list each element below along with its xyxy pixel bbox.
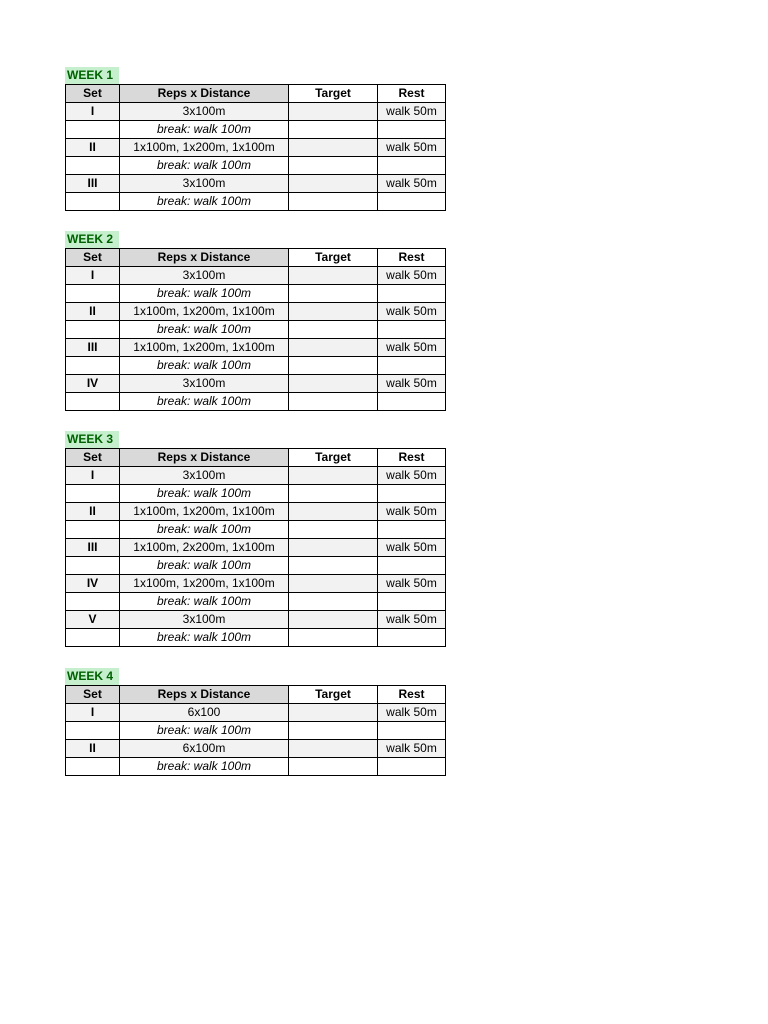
set-row	[66, 175, 446, 193]
rest-cell: walk 50m	[378, 175, 446, 193]
set-row	[66, 339, 446, 357]
set-cell	[66, 557, 120, 575]
set-cell	[66, 285, 120, 303]
rest-cell: walk 50m	[378, 339, 446, 357]
target-cell	[289, 321, 378, 339]
set-cell: I	[66, 267, 120, 285]
rest-cell	[378, 193, 446, 211]
rest-cell	[378, 557, 446, 575]
set-cell	[66, 521, 120, 539]
target-cell	[289, 103, 378, 121]
target-cell	[289, 740, 378, 758]
set-row	[66, 267, 446, 285]
target-cell	[289, 393, 378, 411]
target-cell	[289, 485, 378, 503]
rest-cell: walk 50m	[378, 611, 446, 629]
rest-cell: walk 50m	[378, 467, 446, 485]
target-cell	[289, 593, 378, 611]
set-row	[66, 575, 446, 593]
distance-cell: 3x100m	[120, 375, 289, 393]
set-cell	[66, 593, 120, 611]
distance-cell: break: walk 100m	[120, 121, 289, 139]
set-cell	[66, 722, 120, 740]
distance-cell: 1x100m, 1x200m, 1x100m	[120, 139, 289, 157]
header-row	[66, 686, 446, 704]
set-cell	[66, 321, 120, 339]
break-row	[66, 321, 446, 339]
header-set: Set	[66, 249, 120, 267]
week-table	[65, 448, 446, 647]
set-cell: III	[66, 539, 120, 557]
target-cell	[289, 611, 378, 629]
distance-cell: 1x100m, 1x200m, 1x100m	[120, 303, 289, 321]
distance-cell: break: walk 100m	[120, 193, 289, 211]
distance-cell: 3x100m	[120, 103, 289, 121]
week-label: WEEK 2	[65, 231, 119, 248]
break-row	[66, 121, 446, 139]
target-cell	[289, 357, 378, 375]
distance-cell: break: walk 100m	[120, 357, 289, 375]
target-cell	[289, 139, 378, 157]
target-cell	[289, 303, 378, 321]
header-rest: Rest	[378, 249, 446, 267]
header-distance: Reps x Distance	[120, 85, 289, 103]
distance-cell: break: walk 100m	[120, 557, 289, 575]
distance-cell: 3x100m	[120, 467, 289, 485]
week-block	[65, 667, 445, 776]
target-cell	[289, 521, 378, 539]
target-cell	[289, 539, 378, 557]
distance-cell: 3x100m	[120, 175, 289, 193]
header-rest: Rest	[378, 449, 446, 467]
target-cell	[289, 722, 378, 740]
set-row	[66, 704, 446, 722]
week-table	[65, 248, 446, 411]
rest-cell	[378, 285, 446, 303]
break-row	[66, 157, 446, 175]
set-cell: II	[66, 139, 120, 157]
rest-cell	[378, 485, 446, 503]
set-row	[66, 467, 446, 485]
header-rest: Rest	[378, 85, 446, 103]
header-row	[66, 249, 446, 267]
distance-cell: 3x100m	[120, 267, 289, 285]
target-cell	[289, 575, 378, 593]
distance-cell: break: walk 100m	[120, 629, 289, 647]
header-target: Target	[289, 449, 378, 467]
rest-cell: walk 50m	[378, 575, 446, 593]
set-cell: II	[66, 303, 120, 321]
header-row	[66, 85, 446, 103]
week-label: WEEK 1	[65, 67, 119, 84]
set-cell: II	[66, 503, 120, 521]
rest-cell	[378, 629, 446, 647]
distance-cell: 6x100m	[120, 740, 289, 758]
set-cell	[66, 357, 120, 375]
distance-cell: 1x100m, 2x200m, 1x100m	[120, 539, 289, 557]
header-target: Target	[289, 686, 378, 704]
set-cell: I	[66, 103, 120, 121]
target-cell	[289, 557, 378, 575]
break-row	[66, 485, 446, 503]
set-cell: IV	[66, 575, 120, 593]
rest-cell: walk 50m	[378, 103, 446, 121]
set-cell: IV	[66, 375, 120, 393]
set-row	[66, 103, 446, 121]
distance-cell: 3x100m	[120, 611, 289, 629]
header-target: Target	[289, 85, 378, 103]
break-row	[66, 593, 446, 611]
distance-cell: 1x100m, 1x200m, 1x100m	[120, 575, 289, 593]
rest-cell	[378, 157, 446, 175]
distance-cell: break: walk 100m	[120, 722, 289, 740]
set-row	[66, 503, 446, 521]
set-row	[66, 539, 446, 557]
rest-cell	[378, 722, 446, 740]
distance-cell: 1x100m, 1x200m, 1x100m	[120, 503, 289, 521]
set-cell: I	[66, 467, 120, 485]
header-distance: Reps x Distance	[120, 249, 289, 267]
break-row	[66, 557, 446, 575]
target-cell	[289, 758, 378, 776]
target-cell	[289, 121, 378, 139]
target-cell	[289, 339, 378, 357]
header-distance: Reps x Distance	[120, 686, 289, 704]
target-cell	[289, 175, 378, 193]
rest-cell: walk 50m	[378, 539, 446, 557]
distance-cell: break: walk 100m	[120, 393, 289, 411]
week-block	[65, 230, 445, 411]
break-row	[66, 357, 446, 375]
break-row	[66, 629, 446, 647]
set-row	[66, 740, 446, 758]
header-set: Set	[66, 686, 120, 704]
rest-cell	[378, 321, 446, 339]
rest-cell: walk 50m	[378, 139, 446, 157]
distance-cell: break: walk 100m	[120, 485, 289, 503]
set-cell: I	[66, 704, 120, 722]
target-cell	[289, 704, 378, 722]
target-cell	[289, 157, 378, 175]
set-cell	[66, 157, 120, 175]
set-row	[66, 139, 446, 157]
set-cell	[66, 193, 120, 211]
target-cell	[289, 193, 378, 211]
rest-cell	[378, 393, 446, 411]
set-cell: III	[66, 175, 120, 193]
rest-cell: walk 50m	[378, 303, 446, 321]
set-cell: II	[66, 740, 120, 758]
distance-cell: break: walk 100m	[120, 157, 289, 175]
set-cell	[66, 121, 120, 139]
break-row	[66, 193, 446, 211]
set-cell: V	[66, 611, 120, 629]
set-cell: III	[66, 339, 120, 357]
header-set: Set	[66, 85, 120, 103]
distance-cell: break: walk 100m	[120, 321, 289, 339]
rest-cell: walk 50m	[378, 503, 446, 521]
set-cell	[66, 758, 120, 776]
header-row	[66, 449, 446, 467]
distance-cell: break: walk 100m	[120, 758, 289, 776]
target-cell	[289, 503, 378, 521]
break-row	[66, 521, 446, 539]
set-row	[66, 375, 446, 393]
target-cell	[289, 267, 378, 285]
distance-cell: 1x100m, 1x200m, 1x100m	[120, 339, 289, 357]
break-row	[66, 393, 446, 411]
set-row	[66, 611, 446, 629]
rest-cell	[378, 121, 446, 139]
rest-cell: walk 50m	[378, 267, 446, 285]
week-label: WEEK 4	[65, 668, 119, 685]
distance-cell: break: walk 100m	[120, 285, 289, 303]
rest-cell	[378, 521, 446, 539]
week-block	[65, 66, 445, 211]
set-cell	[66, 393, 120, 411]
week-label: WEEK 3	[65, 431, 119, 448]
week-table	[65, 84, 446, 211]
rest-cell	[378, 593, 446, 611]
set-cell	[66, 485, 120, 503]
rest-cell	[378, 357, 446, 375]
distance-cell: break: walk 100m	[120, 593, 289, 611]
header-target: Target	[289, 249, 378, 267]
distance-cell: break: walk 100m	[120, 521, 289, 539]
rest-cell: walk 50m	[378, 740, 446, 758]
set-cell	[66, 629, 120, 647]
header-set: Set	[66, 449, 120, 467]
target-cell	[289, 467, 378, 485]
rest-cell: walk 50m	[378, 704, 446, 722]
distance-cell: 6x100	[120, 704, 289, 722]
break-row	[66, 722, 446, 740]
rest-cell: walk 50m	[378, 375, 446, 393]
target-cell	[289, 629, 378, 647]
week-block	[65, 430, 445, 647]
week-table	[65, 685, 446, 776]
header-distance: Reps x Distance	[120, 449, 289, 467]
rest-cell	[378, 758, 446, 776]
target-cell	[289, 285, 378, 303]
break-row	[66, 758, 446, 776]
set-row	[66, 303, 446, 321]
target-cell	[289, 375, 378, 393]
header-rest: Rest	[378, 686, 446, 704]
break-row	[66, 285, 446, 303]
